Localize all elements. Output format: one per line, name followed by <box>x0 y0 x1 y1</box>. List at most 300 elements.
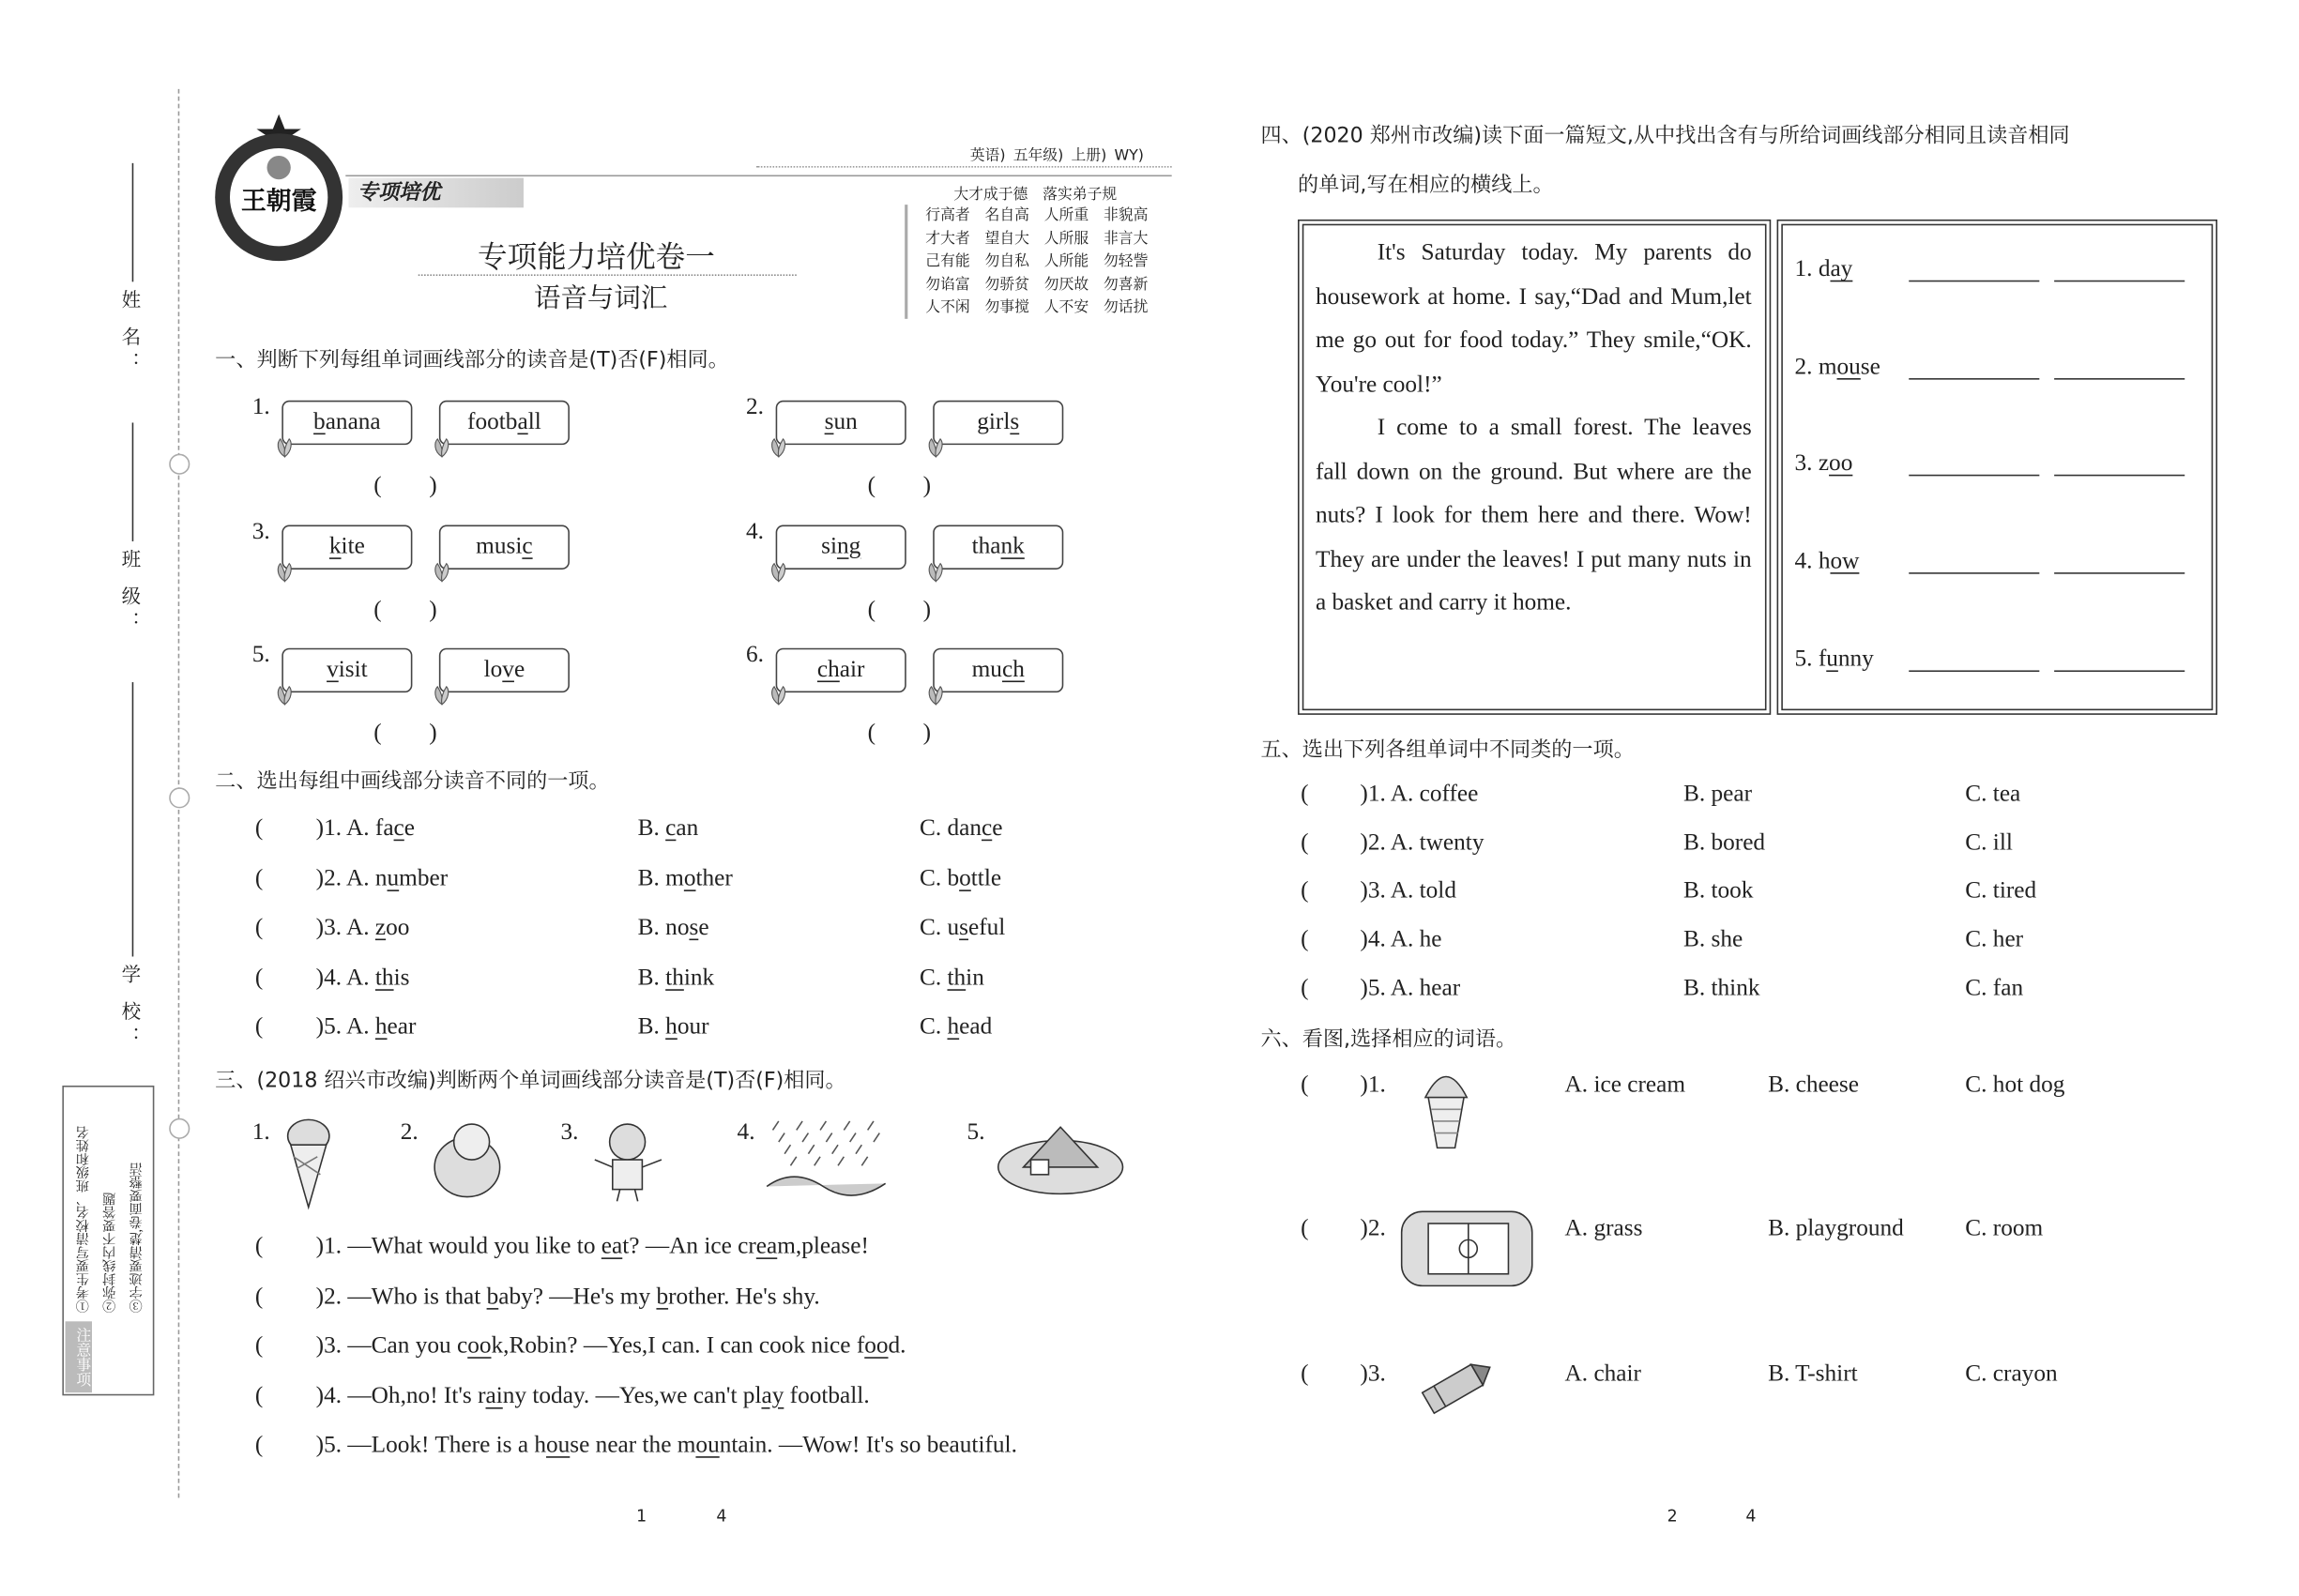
word-part: f <box>1818 646 1827 672</box>
page-subtitle: 语音与词汇 <box>534 282 668 315</box>
answer-blank[interactable]: ( ) <box>867 473 932 499</box>
motto-line: 勿谄富 勿骄贫 勿厌故 勿喜新 <box>925 277 1149 294</box>
picture-number: 1. <box>251 1119 270 1146</box>
option-a: A. chair <box>1564 1360 1641 1387</box>
option-b: B. she <box>1682 927 1743 952</box>
book-tags: 英语) 五年级) 上册) WY) <box>969 148 1144 165</box>
word <box>476 533 532 558</box>
word <box>375 865 448 890</box>
logo-text: 王朝霞 <box>240 186 317 216</box>
option-a: )4. A. he <box>1360 927 1442 952</box>
school-line <box>132 682 134 956</box>
answer-blank[interactable]: ( <box>254 1014 264 1041</box>
word-part: oo <box>386 915 410 941</box>
underlined-letters: ay <box>1830 256 1853 282</box>
word-part: si <box>821 533 837 559</box>
playground-icon <box>1399 1208 1535 1298</box>
section-heading: 五、选出下列各组单词中不同类的一项。 <box>1260 738 1635 763</box>
option-b: B. think <box>1682 975 1760 1001</box>
word <box>972 533 1025 558</box>
item-number: 3. <box>1794 451 1819 477</box>
notice-item: ③字迹要清楚,卷面要整洁 <box>129 1162 145 1313</box>
underlined-letters: ch <box>816 657 840 683</box>
word <box>467 409 541 434</box>
page-total: 4 <box>716 1506 727 1527</box>
option-b: B. mother <box>637 865 733 891</box>
option-a <box>316 815 415 842</box>
word-part: z <box>1818 451 1830 477</box>
word <box>375 815 415 841</box>
question-number: )1. <box>1360 1072 1386 1098</box>
leaf-icon <box>432 679 452 700</box>
passage-text <box>1316 232 1752 626</box>
word <box>1819 646 1874 672</box>
question-number: )5. — <box>315 1433 372 1459</box>
answer-line[interactable] <box>2054 475 2185 477</box>
word-part: an <box>676 815 699 842</box>
answer-blank[interactable]: ( <box>254 1383 264 1409</box>
picture-number: 2. <box>400 1119 419 1146</box>
word-part: m <box>1818 354 1837 380</box>
sentence-part: aby? —He's my <box>498 1284 657 1310</box>
answer-line[interactable] <box>1909 378 2039 380</box>
given-word <box>1795 256 1853 282</box>
word <box>947 815 1002 841</box>
underlined-letters: c <box>522 533 533 559</box>
leaf-icon <box>769 555 789 576</box>
notice-item: ②弥封线内不要答题 <box>102 1192 117 1313</box>
series-tag: 专项培优 <box>348 178 524 208</box>
option-b: B. think <box>637 965 715 991</box>
seal-mark <box>169 1118 190 1139</box>
word <box>1819 256 1853 281</box>
option-c: C. crayon <box>1965 1360 2058 1387</box>
underlined-letters: c <box>982 815 993 842</box>
sentence-part: Oh,no! It's r <box>371 1383 486 1409</box>
word <box>329 533 365 558</box>
question-number: )3. A. <box>315 915 375 941</box>
answer-blank[interactable]: ( <box>254 1333 264 1360</box>
question-number: )2. — <box>315 1284 372 1310</box>
class-label: 班 级： <box>116 548 140 637</box>
sentence-part: Look! There is a h <box>371 1433 547 1459</box>
option-a <box>316 916 410 942</box>
item-number: 4. <box>1794 548 1819 574</box>
word <box>821 533 860 558</box>
leaf-icon <box>432 555 452 576</box>
word-part: e <box>403 815 416 842</box>
word <box>375 965 410 991</box>
word-part: tha <box>971 533 1001 559</box>
word <box>665 865 733 890</box>
word-part: un <box>833 409 858 435</box>
answer-line[interactable] <box>1909 281 2039 282</box>
word-card <box>282 648 412 692</box>
option-b: B. pear <box>1682 781 1753 807</box>
passage-paragraph: I come to a small forest. The leaves fall down on the ground. But where are the nuts? I look for them here and there. Wow! They are under the leaves! I put many nuts in a basket and carry it home. <box>1315 415 1752 616</box>
underlined-letters: b <box>656 1284 669 1310</box>
page-number: 2 <box>1667 1506 1678 1527</box>
answer-line[interactable] <box>2054 378 2185 380</box>
option-c: C. bottle <box>919 865 1002 891</box>
item-number: 6. <box>746 642 765 668</box>
publisher-logo <box>212 112 345 267</box>
word-card <box>933 524 1063 569</box>
underlined-letters: c <box>665 815 677 842</box>
item-number: 2. <box>746 394 765 420</box>
answer-line[interactable] <box>2054 281 2185 282</box>
answer-blank[interactable]: ( ) <box>867 721 932 747</box>
option-b: B. can <box>637 815 699 842</box>
word-part: e <box>513 657 525 683</box>
crayon-icon <box>1416 1354 1498 1428</box>
word-part: mber <box>399 865 449 891</box>
motto-lines <box>925 205 1148 320</box>
tag-grade: 五年级 <box>1012 148 1058 165</box>
underlined-letters: s <box>824 409 834 435</box>
sentence-part: k,Robin? —Yes,I can. I can cook nice f <box>491 1333 865 1360</box>
underlined-letters: ou <box>546 1433 571 1459</box>
answer-blank[interactable]: ( ) <box>373 721 437 747</box>
answer-blank[interactable]: ( <box>1301 1072 1309 1098</box>
sentence-part: Can you c <box>371 1333 468 1360</box>
leaf-icon <box>769 679 789 700</box>
word-part: girl <box>977 409 1011 435</box>
answer-blank[interactable]: ( <box>254 915 264 941</box>
notice-items <box>69 1093 149 1313</box>
leaf-icon <box>432 432 452 452</box>
word-part: u <box>947 915 960 941</box>
answer-line[interactable] <box>2054 670 2185 672</box>
word-card <box>282 401 412 445</box>
underlined-letters: ng <box>836 533 861 559</box>
word-card <box>439 401 570 445</box>
option-a: )5. A. hear <box>1360 975 1461 1001</box>
underlined-letters: th <box>374 965 394 991</box>
tag-subject: 英语 <box>969 148 1000 165</box>
answer-blank[interactable]: ( <box>254 1433 264 1459</box>
picture-number: 4. <box>737 1119 755 1146</box>
word-part: ear <box>387 1014 417 1041</box>
word <box>825 409 858 434</box>
item-number: 3. <box>251 518 270 544</box>
option-a: )2. A. twenty <box>1360 829 1484 856</box>
word <box>375 1015 417 1041</box>
answer-blank[interactable]: ( <box>1301 829 1309 856</box>
underlined-letters: h <box>665 1014 678 1041</box>
option-b: B. bored <box>1682 829 1766 856</box>
picture-number: 5. <box>967 1119 985 1146</box>
word <box>817 657 865 682</box>
dialogue-sentence <box>316 1383 870 1409</box>
name-line <box>132 163 134 281</box>
notice-title: 注意事项 <box>66 1321 92 1392</box>
word-part: no <box>665 915 690 941</box>
word-part: nny <box>1837 646 1874 672</box>
given-word <box>1795 451 1853 478</box>
word <box>947 965 983 991</box>
answer-blank[interactable]: ( <box>1301 975 1309 1001</box>
underlined-letters: k <box>328 533 342 559</box>
option-b: B. T-shirt <box>1768 1360 1858 1387</box>
answer-blank[interactable]: ( <box>254 1284 264 1310</box>
tag-edition: WY <box>1114 148 1138 165</box>
section-heading: 三、(2018 绍兴市改编)判断两个单词画线部分读音是(T)否(F)相同。 <box>215 1069 846 1093</box>
leaf-icon <box>274 555 295 576</box>
item-number: 5. <box>251 642 270 668</box>
underlined-letters: th <box>947 965 967 991</box>
option-a: A. grass <box>1564 1216 1643 1241</box>
underlined-letters: v <box>502 657 514 683</box>
word-part: in <box>966 965 984 991</box>
word <box>947 865 1001 890</box>
underlined-letters: b <box>313 409 326 435</box>
underlined-letters: ea <box>601 1234 623 1259</box>
answer-blank[interactable]: ( <box>1301 1360 1309 1387</box>
item-number: 1. <box>1794 256 1819 282</box>
ice-cream-icon <box>279 1116 338 1220</box>
word-part: m <box>665 865 684 891</box>
section-heading: 六、看图,选择相应的词语。 <box>1260 1027 1517 1052</box>
option-c: C. room <box>1965 1216 2044 1241</box>
question-number: )5. A. <box>315 1014 375 1041</box>
answer-line[interactable] <box>2054 572 2185 574</box>
word-part: ther <box>695 865 733 891</box>
underlined-letters: z <box>374 915 387 941</box>
word-part: ite <box>341 533 365 559</box>
motto-line: 行高者 名自高 人所重 非貌高 <box>925 207 1149 224</box>
word-part: ink <box>683 965 715 991</box>
answer-line[interactable] <box>1909 475 2039 477</box>
sentence-part: football. <box>784 1383 870 1409</box>
word-part: eful <box>967 915 1006 941</box>
underlined-letters: ea <box>755 1234 778 1259</box>
word-card <box>282 524 412 569</box>
dialogue-sentence <box>316 1234 869 1260</box>
word <box>947 916 1005 941</box>
option-b: B. cheese <box>1768 1072 1859 1098</box>
answer-line[interactable] <box>1909 670 2039 672</box>
word <box>972 657 1025 682</box>
option-b: B. playground <box>1768 1216 1904 1241</box>
motto-line: 人不闲 勿事搅 人不安 勿话扰 <box>925 299 1149 317</box>
word-part: e <box>698 915 709 941</box>
item-number: 2. <box>1794 354 1819 380</box>
underlined-letters: v <box>327 657 339 683</box>
passage-box <box>1298 220 1771 715</box>
page-number: 1 <box>636 1506 647 1527</box>
word-part: our <box>677 1014 709 1041</box>
underlined-letters: nk <box>1000 533 1025 559</box>
sentence-part: t? —An ice cr <box>622 1234 756 1259</box>
answer-blank[interactable]: ( <box>1301 1216 1309 1241</box>
word <box>1819 354 1880 379</box>
option-a: A. ice cream <box>1564 1072 1686 1098</box>
word-card <box>933 648 1063 692</box>
word-card <box>776 648 906 692</box>
page-total: 4 <box>1745 1506 1757 1527</box>
section-heading: 二、选出每组中画线部分读音不同的一项。 <box>215 769 610 794</box>
answer-blank[interactable]: ( <box>254 965 264 991</box>
question-number: )1. — <box>315 1234 372 1259</box>
sentence-part: What would you like to <box>371 1234 601 1259</box>
question-number: )3. — <box>315 1333 372 1360</box>
baby-icon <box>427 1116 509 1212</box>
word-part: footb <box>467 409 518 435</box>
word-part: d <box>1818 256 1831 282</box>
option-c: C. ill <box>1965 829 2013 856</box>
sentence-part: d. <box>888 1333 906 1360</box>
answer-blank[interactable]: ( ) <box>373 597 437 623</box>
word <box>977 409 1019 434</box>
rain-icon <box>764 1116 890 1212</box>
option-b: B. took <box>1682 878 1754 904</box>
section-heading: 的单词,写在相应的横线上。 <box>1298 173 1554 198</box>
dialogue-sentence <box>316 1284 820 1310</box>
answer-blank[interactable]: ( <box>1301 878 1309 904</box>
answer-line[interactable] <box>1909 572 2039 574</box>
underlined-letters: ow <box>1830 548 1860 574</box>
word <box>327 657 368 682</box>
answer-blank[interactable]: ( <box>254 815 264 842</box>
underlined-letters: s <box>689 915 699 941</box>
word-part: fa <box>374 815 394 842</box>
word <box>1819 549 1860 574</box>
option-a <box>316 965 410 992</box>
leaf-icon <box>274 679 295 700</box>
seal-mark <box>169 787 190 808</box>
option-b: B. hour <box>637 1014 709 1041</box>
option-c: C. useful <box>919 915 1006 941</box>
word-part: lo <box>483 657 503 683</box>
item-number: 1. <box>251 394 270 420</box>
dialogue-sentence <box>316 1433 1017 1459</box>
word-card <box>439 648 570 692</box>
word <box>665 815 698 841</box>
leaf-icon <box>925 679 946 700</box>
option-c: C. fan <box>1965 975 2024 1001</box>
page-title: 专项能力培优卷一 <box>477 238 715 275</box>
question-number: )1. A. <box>315 815 375 842</box>
sentence-part: se near the m <box>570 1433 696 1459</box>
underlined-letters: ou <box>1836 354 1861 380</box>
option-a: )3. A. told <box>1360 878 1456 904</box>
underlined-letters: oo <box>467 1333 492 1360</box>
word-part: se <box>1860 354 1880 380</box>
underlined-letters: ay <box>761 1383 784 1409</box>
underlined-letters: s <box>959 915 968 941</box>
underlined-letters: o <box>959 865 971 891</box>
word <box>313 409 381 434</box>
answer-blank[interactable]: ( <box>1301 927 1309 952</box>
word-part: ll <box>527 409 541 435</box>
word-part: dan <box>947 815 982 842</box>
underlined-letters: h <box>947 1014 960 1041</box>
option-c: C. dance <box>919 815 1003 842</box>
word <box>665 965 714 991</box>
word <box>375 916 410 941</box>
word <box>1819 451 1853 477</box>
motto-head: 大才成于德 落实弟子规 <box>953 187 1118 204</box>
dialogue-sentence <box>316 1333 906 1360</box>
underlined-letters: th <box>665 965 684 991</box>
underlined-letters: s <box>1010 409 1020 435</box>
word-card <box>933 401 1063 445</box>
word <box>947 1015 992 1041</box>
item-number: 5. <box>1794 646 1819 672</box>
underlined-letters: u <box>1826 646 1838 672</box>
word-card <box>776 401 906 445</box>
word <box>665 1015 708 1041</box>
option-c: C. head <box>919 1014 993 1041</box>
answer-blank[interactable]: ( <box>1301 781 1309 807</box>
underlined-letters: u <box>387 865 400 891</box>
option-a <box>316 1015 417 1041</box>
word-part: air <box>839 657 865 683</box>
word-part: h <box>1818 548 1831 574</box>
leaf-icon <box>274 432 295 452</box>
question-number: )4. — <box>315 1383 372 1409</box>
given-word <box>1795 354 1880 380</box>
leaf-icon <box>769 432 789 452</box>
option-c: C. tea <box>1965 781 2021 807</box>
sentence-part: Who is that <box>371 1284 487 1310</box>
word-part: is <box>393 965 410 991</box>
word-card <box>776 524 906 569</box>
section-heading: 一、判断下列每组单词画线部分的读音是(T)否(F)相同。 <box>215 348 729 372</box>
underlined-letters: ai <box>485 1383 503 1409</box>
underlined-letters: oo <box>1829 451 1853 477</box>
tag-volume: 上册 <box>1071 148 1102 165</box>
option-a: )1. A. coffee <box>1360 781 1479 807</box>
sentence-part: rother. He's shy. <box>668 1284 820 1310</box>
item-number: 4. <box>746 518 765 544</box>
passage-paragraph: It's Saturday today. My parents do housework at home. I say,“Dad and Mum,let me go out for food today.” They smile,“OK. You're cool!” <box>1315 240 1752 397</box>
word-part: ead <box>959 1014 993 1041</box>
name-label: 姓 名： <box>116 289 140 377</box>
underlined-letters: oo <box>864 1333 889 1360</box>
sentence-part: ntain. —Wow! It's so beautiful. <box>719 1433 1017 1459</box>
leaf-icon <box>925 432 946 452</box>
section-heading: 四、(2020 郑州市改编)读下面一篇短文,从中找出含有与所给词画线部分相同且读音相同 <box>1260 124 2070 149</box>
underlined-letters: ou <box>695 1433 720 1459</box>
answer-blank[interactable]: ( <box>254 865 264 891</box>
seal-mark <box>169 454 190 475</box>
word-part: ttle <box>970 865 1002 891</box>
notice-box <box>62 1086 154 1395</box>
given-word <box>1795 549 1860 575</box>
word <box>665 916 708 941</box>
answer-blank[interactable]: ( ) <box>867 597 932 623</box>
sentence-part: m,please! <box>777 1234 869 1259</box>
underlined-letters: ch <box>1001 657 1025 683</box>
word-part: n <box>374 865 388 891</box>
question-number: )2. A. <box>315 865 375 891</box>
question-number: )2. <box>1360 1216 1386 1241</box>
question-number: )3. <box>1360 1360 1386 1387</box>
leaf-icon <box>925 555 946 576</box>
option-c: C. hot dog <box>1965 1072 2065 1098</box>
underlined-letters: c <box>393 815 404 842</box>
answer-blank[interactable]: ( <box>254 1234 264 1259</box>
ice-cream-icon <box>1416 1065 1475 1162</box>
answer-blank[interactable]: ( ) <box>373 473 437 499</box>
school-label: 学 校： <box>116 964 140 1052</box>
underlined-letters: o <box>683 865 696 891</box>
house-mountain-icon <box>994 1116 1127 1205</box>
question-number: )4. A. <box>315 965 375 991</box>
option-c: C. tired <box>1965 878 2037 904</box>
